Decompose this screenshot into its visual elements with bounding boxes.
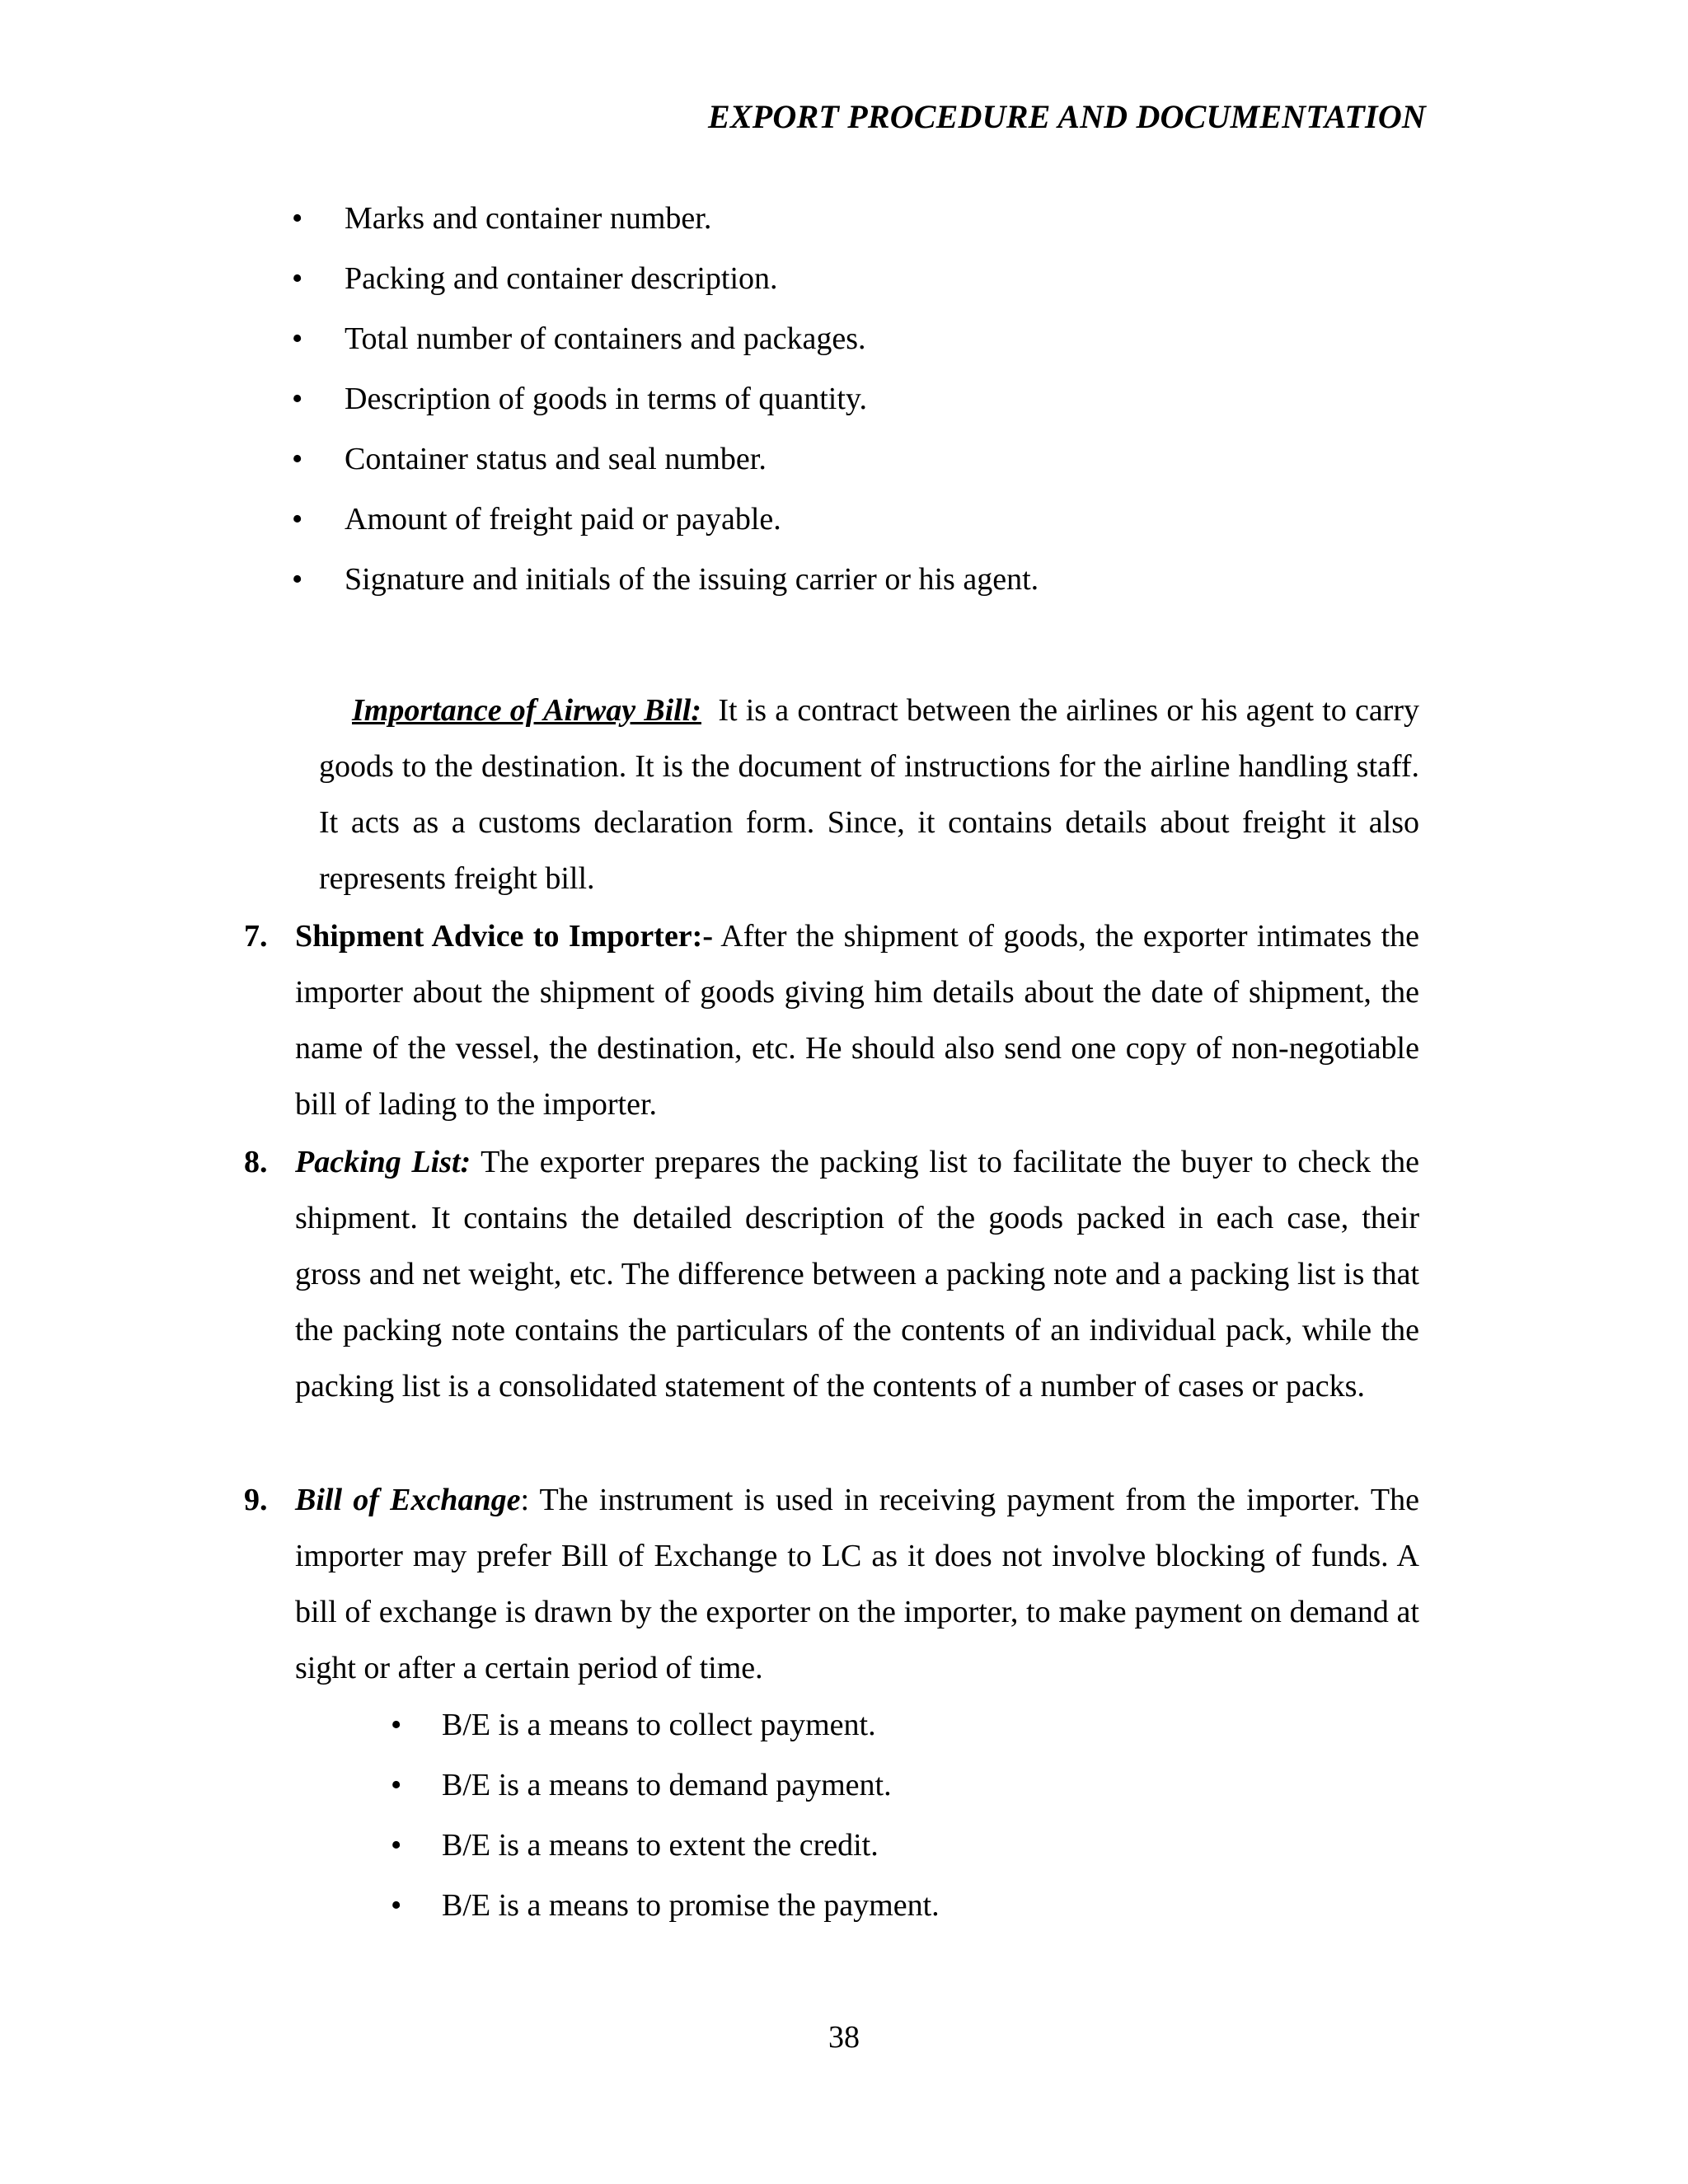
list-item xyxy=(292,371,1039,431)
bill-of-exchange-list xyxy=(391,1697,940,1938)
list-item-text: Description of goods in terms of quantity. xyxy=(345,382,867,416)
list-item xyxy=(391,1757,940,1817)
list-item-text: B/E is a means to promise the payment. xyxy=(442,1888,940,1923)
bullet-icon: • xyxy=(391,1708,402,1742)
list-item xyxy=(292,431,1039,491)
list-item xyxy=(292,551,1039,612)
bullet-icon: • xyxy=(292,382,303,416)
list-item-text: Packing and container description. xyxy=(345,261,778,296)
bullet-icon: • xyxy=(292,201,303,236)
airway-bill-title: Importance of Airway Bill: xyxy=(352,693,701,728)
bullet-icon: • xyxy=(292,321,303,356)
item-text: After the shipment of goods, the exporter intimates the importer about the shipment of goods giving him details about the date of shipment, the name of the vessel, the destination, etc. He should also send one copy of non-negotiable bill of lading to the importer. xyxy=(295,919,1420,1122)
bullet-icon: • xyxy=(391,1888,402,1923)
list-item xyxy=(292,491,1039,551)
bullet-icon: • xyxy=(292,502,303,537)
list-item xyxy=(292,251,1039,311)
list-item xyxy=(292,190,1039,251)
list-item xyxy=(391,1877,940,1938)
list-item-text: B/E is a means to demand payment. xyxy=(442,1768,892,1802)
list-item-text: Marks and container number. xyxy=(345,201,712,236)
item-text: The exporter prepares the packing list to facilitate the buyer to check the shipment. It contains the detailed description of the goods packed in each case, their gross and net weight, etc. The difference between a packing note and a packing list is that the packing note contains the particulars of the contents of an individual pack, while the packing list is a consolidated statement of the contents of a number of cases or packs. xyxy=(295,1145,1419,1404)
bullet-icon: • xyxy=(391,1768,402,1802)
list-item-text: Total number of containers and packages. xyxy=(345,321,866,356)
item-title: Bill of Exchange xyxy=(295,1483,521,1517)
bullet-icon: • xyxy=(292,442,303,476)
item-number: 9. xyxy=(244,1483,268,1517)
list-item-text: Container status and seal number. xyxy=(345,442,767,476)
list-item xyxy=(391,1697,940,1757)
list-item-text: B/E is a means to extent the credit. xyxy=(442,1828,879,1863)
numbered-item-shipment-advice xyxy=(244,908,1420,1132)
numbered-item-bill-of-exchange xyxy=(244,1472,1419,1696)
item-title-colon: : xyxy=(520,1483,530,1517)
item-number: 8. xyxy=(244,1145,268,1179)
list-item-text: Signature and initials of the issuing carrier or his agent. xyxy=(345,562,1039,597)
list-item xyxy=(292,311,1039,371)
bullet-icon: • xyxy=(292,261,303,296)
list-item-text: Amount of freight paid or payable. xyxy=(345,502,781,537)
list-item-text: B/E is a means to collect payment. xyxy=(442,1708,876,1742)
item-text: The instrument is used in receiving payment from the importer. The importer may prefer Bill of Exchange to LC as it does not involve blocking of funds. A bill of exchange is drawn by the exporter on the importer, to make payment on demand at sight or after a certain period of time. xyxy=(295,1483,1419,1685)
bullet-icon: • xyxy=(391,1828,402,1863)
item-title: Shipment Advice to Importer:- xyxy=(295,919,713,954)
airway-bill-paragraph xyxy=(319,682,1419,907)
numbered-item-packing-list xyxy=(244,1134,1419,1414)
page-number: 38 xyxy=(828,2020,860,2055)
list-item xyxy=(391,1817,940,1877)
airway-bill-text: It is a contract between the airlines or his agent to carry goods to the destination. It is the document of instructions for the airline handling staff. It acts as a customs declaration form. Since, it contains details about freight it also represents freight bill. xyxy=(319,693,1419,896)
item-number: 7. xyxy=(244,919,268,954)
item-title: Packing List: xyxy=(295,1145,471,1179)
running-header: EXPORT PROCEDURE AND DOCUMENTATION xyxy=(708,98,1426,135)
container-details-list xyxy=(292,190,1039,612)
bullet-icon: • xyxy=(292,562,303,597)
